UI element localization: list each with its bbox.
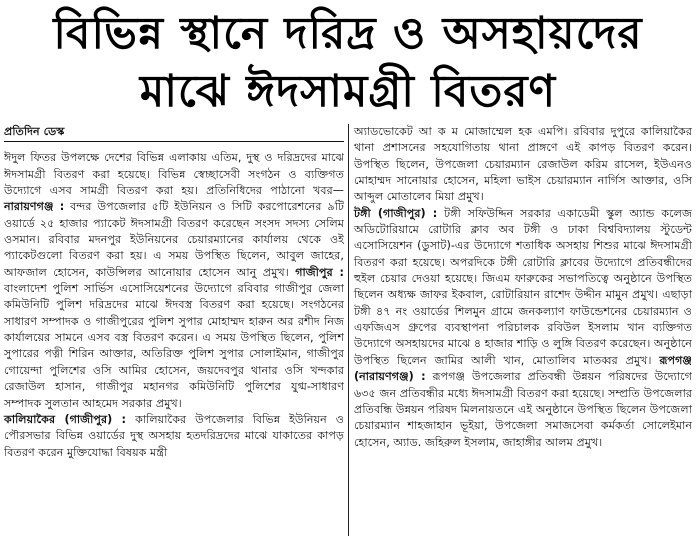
left-column: [4, 124, 344, 461]
article-paragraph: [4, 412, 344, 461]
intro-text: ঈদুল ফিতর উপলক্ষে দেশের বিভিন্ন এলাকায় এতিম, দুস্থ ও দরিদ্রদের মাঝে ঈদসামগ্রী বিতরণ করা হয়েছে। বিভিন্ন স্বেচ্ছাসেবী সংগঠন ও ব্যক্তিগত উদ্যোগে এসব সামগ্রী বিতরণ করা হয়। প্রতিনিধিদের পাঠানো খবর—: [4, 151, 344, 198]
paragraph-gazipur: বাংলাদেশ পুলিশ সার্ভিস এসোসিয়েশনের উদ্যোগে রবিবার গাজীপুর জেলা কমিউনিটি পুলিশ দরিদ্রদের মাঝে ঈদবস্ত্র বিতরণ করা হয়েছে। সংগঠনের সাধারণ সম্পাদক ও গাজীপুরের পুলিশ সুপার মোহাম্মদ হারুন অর রশীদ নিজ কার্যালয়ের সামনে এসব বস্ত্র বিতরণ করেন। এ সময় উপস্থিত ছিলেন, পুলিশ সুপারের পত্নী শিরিন আক্তার, অতিরিক্ত পুলিশ সুপার সোলাইমান, গাজীপুর গোয়েন্দা পুলিশের ওসি আমির হোসেন, জয়দেবপুর থানার ওসি খন্দকার রেজাউল হাসান, গাজীপুর মহানগর কমিউনিটি পুলিশের যুগ্ম-সাধারণ সম্পাদক সুলতান আহমেদ সরকার প্রমুখ।: [4, 282, 344, 410]
paragraph-narayanganj: বন্দর উপজেলার ৫টি ইউনিয়ন ও সিটি করপোরেশনের ৯টি ওয়ার্ডে ২৫ হাজার প্যাকেট ঈদসামগ্রী বিতরণ করেছেন সংসদ সদস্য সেলিম ওসমান। রবিবার মদনপুর ইউনিয়নের চেয়ারম্যানের কার্যালয় থেকে ওই প্যাকেটগুলো বিতরণ করা হয়। এ সময় উপস্থিত ছিলেন, আবুল জাহের, আফজাল হোসেন, কাউন্সিলর আনোয়ার হোসেন আনু প্রমুখ।: [4, 200, 345, 279]
article-paragraph: [354, 206, 692, 451]
article-paragraph: [354, 124, 692, 206]
paragraph-rupganj: রূপগঞ্জ উপজেলার প্রতিবন্ধী উন্নয়ন পরিষদের উদ্যোগে ৬৩৫ জন প্রতিবন্ধীর মধ্যে ঈদসামগ্রী বিতরণ করা হয়েছে। সম্প্রতি উপজেলার প্রতিবন্ধি উন্নয়ন পরিষদ মিলনায়তনে এই অনুষ্ঠানে উপস্থিত ছিলেন উপজেলা চেয়ারম্যান শাহজাহান ভূইয়া, উপজেলা সমাজসেবা কর্মকর্তা সোলেইমান হোসেন, অ্যাড. জহিরুল ইসলাম, জাহাঙ্গীর আলম প্রমুখ।: [354, 370, 692, 449]
byline: প্রতিদিন ডেস্ক: [4, 124, 344, 142]
right-column: [354, 124, 692, 451]
dateline-rupganj: রূপগঞ্জ (নারায়ণগঞ্জ) :: [354, 353, 692, 384]
dateline-narayanganj: নারায়ণগঞ্জ :: [4, 200, 65, 214]
paragraph-kaliakair-continued: অ্যাডভোকেট আ ক ম মোজাম্মেল হক এমপি। রবিবার দুপুরে কালিয়াকৈর থানা প্রশাসনের সহযোগিতায় থানা প্রাঙ্গণে এই কাপড় বিতরণ করেন। উপস্থিত ছিলেন, উপজেলা চেয়ারম্যান রেজাউল করিম রাসেল, ইউএনও মোহাম্মদ সানোয়ার হোসেন, মহিলা ভাইস চেয়ারম্যান নার্গিস আক্তার, ওসি আব্দুল মোতালেব মিয়া প্রমুখ।: [354, 125, 692, 204]
headline-line-1: বিভিন্ন স্থানে দরিদ্র ও অসহায়দের: [53, 8, 643, 59]
paragraph-kaliakair: কালিয়াকৈর উপজেলার বিভিন্ন ইউনিয়ন ও পৌরসভার বিভিন্ন ওয়ার্ডের দুস্থ অসহায় হতদরিদ্রদের মাঝে যাকাতের কাপড় বিতরণ করেন মুক্তিযোদ্ধা বিষয়ক মন্ত্রী: [4, 412, 344, 459]
article-paragraph: [4, 150, 344, 412]
column-divider: [348, 124, 349, 536]
headline-line-2: মাঝে ঈদসামগ্রী বিতরণ: [139, 66, 557, 117]
dateline-tongi: টঙ্গী (গাজীপুর) :: [354, 206, 438, 220]
paragraph-tongi: টঙ্গী সফিউদ্দিন সরকার একাডেমী স্কুল অ্যান্ড কলেজ অডিটোরিয়ামে রোটারি ক্লাব অব টঙ্গী ও ঢাকা বিশ্ববিদ্যালয় স্টুডেন্ট এসোসিয়েশন (ডুসাট)-এর উদ্যোগে শতাধিক অসহায় শিশুর মাঝে ঈদসামগ্রী বিতরণ করা হয়েছে। অপরদিকে টঙ্গী রোটারি ক্লাবের উদ্যোগে প্রতিবন্ধীদের হুইল চেয়ার দেওয়া হয়েছে। জিএম ফারুকের সভাপতিত্বে অনুষ্ঠানে উপস্থিত ছিলেন অধ্যক্ষ জাফর ইকবাল, রোটারিয়ান রাশেদ উদ্দীন মামুন প্রমুখ। এছাড়া টঙ্গী ৪৭ নং ওয়ার্ডের শিলমুন গ্রামে জনকল্যাণ ফাউন্ডেশনের চেয়ারম্যান ও এফজিএস গ্রুপের ব্যবস্থাপনা পরিচালক রবিউল ইসলাম খান ব্যক্তিগত উদ্যোগে অসহায়দের মাঝে ৪ হাজার শাড়ি ও লুঙ্গি বিতরণ করেছেন। অনুষ্ঠানে উপস্থিত ছিলেন জামির আলী খান, মোতালিব মাতব্বর প্রমুখ।: [354, 206, 693, 367]
dateline-gazipur: গাজীপুর :: [295, 265, 344, 279]
dateline-kaliakair: কালিয়াকৈর (গাজীপুর) :: [4, 412, 127, 426]
